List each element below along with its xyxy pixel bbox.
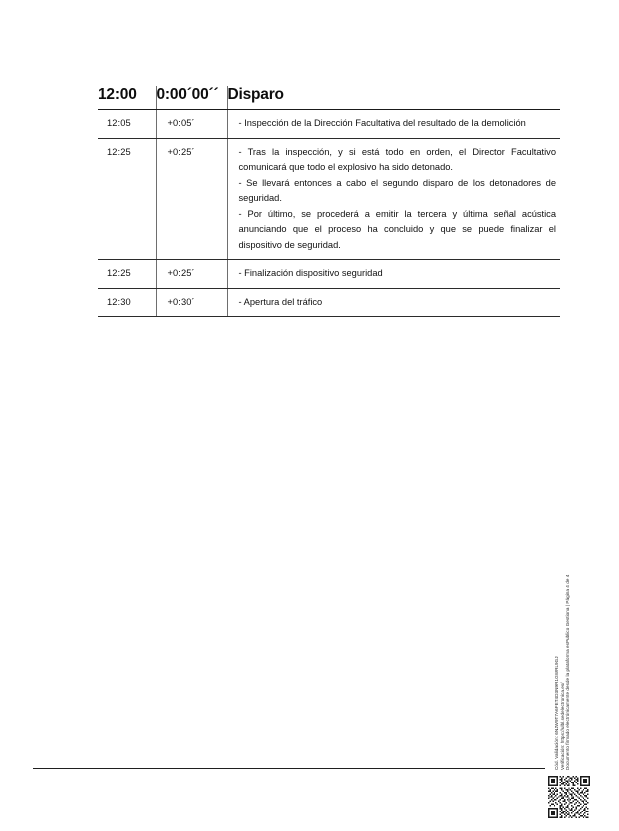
verification-url-text: Verificación: https://ulbl.sedelectronica.es/: [559, 682, 565, 770]
cell-time: 12:05: [98, 110, 156, 139]
cell-description: [227, 110, 560, 139]
document-info-text: Documento firmado electrónicamente desde la plataforma esPublico Gestiona | Página 4 de 4: [565, 574, 570, 770]
cell-description: [227, 288, 560, 317]
description-line: - Inspección de la Dirección Facultativa del resultado de la demolición: [238, 118, 526, 128]
cell-description: [227, 260, 560, 289]
validation-sidebar: [555, 480, 581, 770]
table-row: [98, 138, 560, 260]
table-row: [98, 260, 560, 289]
description-line: - Tras la inspección, y si está todo en orden, el Director Facultativo comunicará que todo el explosivo ha sido detonado.: [238, 146, 556, 172]
table-header-row: [98, 86, 560, 110]
description-line: - Se llevará entonces a cabo el segundo disparo de los detonadores de seguridad.: [238, 177, 556, 203]
description-line: - Por último, se procederá a emitir la tercera y última señal acústica anunciando que el proceso ha concluido y que se puede finalizar el dispositivo de seguridad.: [238, 208, 556, 250]
description-line: - Apertura del tráfico: [238, 296, 323, 307]
header-cell-offset: 0:00´00´´: [156, 86, 227, 110]
header-cell-time: 12:00: [98, 86, 156, 110]
cell-offset: +0:25´: [156, 260, 227, 289]
cell-offset: +0:25´: [156, 138, 227, 260]
cell-time: 12:25: [98, 138, 156, 260]
cell-time: 12:25: [98, 260, 156, 289]
table-row: [98, 288, 560, 317]
table-row: [98, 110, 560, 139]
header-cell-description: Disparo: [227, 86, 560, 110]
cell-description: [227, 138, 560, 260]
footer-divider: [33, 768, 545, 769]
cell-time: 12:30: [98, 288, 156, 317]
cell-offset: +0:30´: [156, 288, 227, 317]
qr-code-icon: [548, 776, 590, 818]
validation-code-text: Cód. Validación: 6NJW9T7A6FET4D3N9R1GWRL9GJ: [554, 656, 559, 770]
cell-offset: +0:05´: [156, 110, 227, 139]
schedule-table: [98, 86, 560, 317]
description-line: - Finalización dispositivo seguridad: [238, 268, 383, 278]
